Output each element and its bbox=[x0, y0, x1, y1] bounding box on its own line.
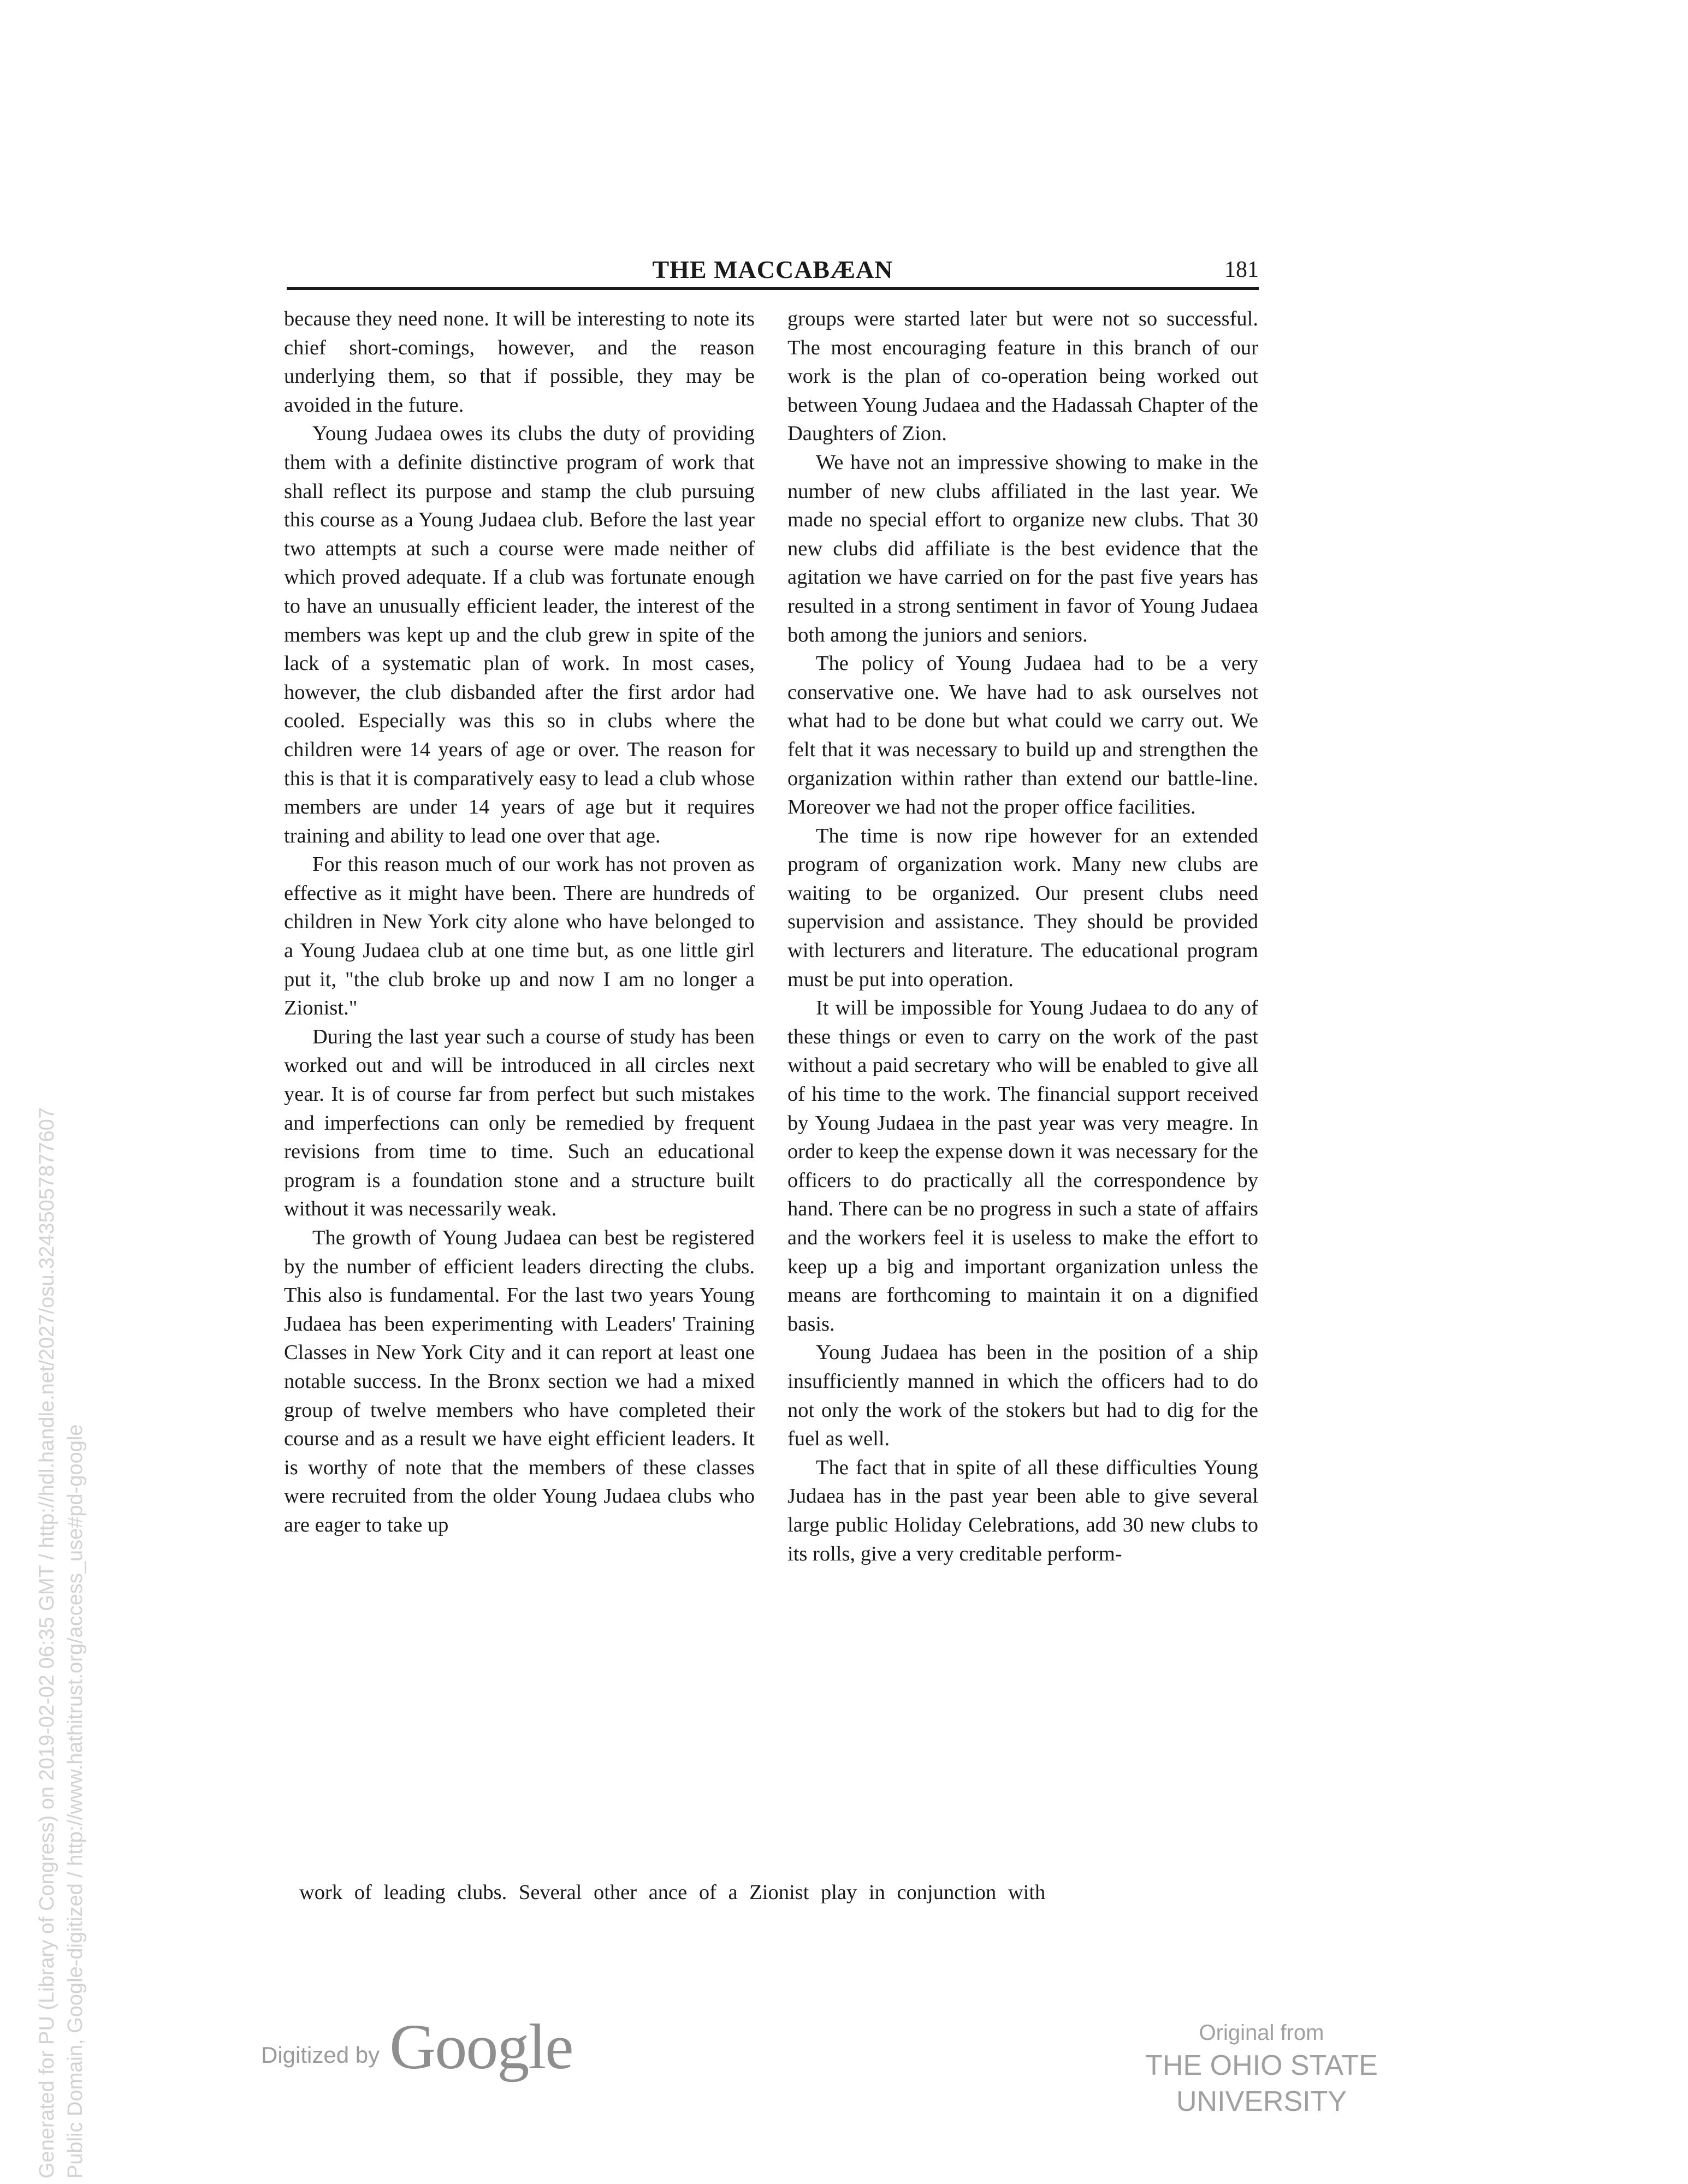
side-watermark bbox=[33, 322, 90, 2179]
paragraph: Young Judaea owes its clubs the duty of providing them with a definite distinctive program of work that shall reflect its purpose and stamp the club pursuing this course as a Young Judaea club. Before the last year two attempts at such a course were made neither of which proved adequate. If a club was fortunate enough to have an unusually efficient leader, the interest of the members was kept up and the club grew in spite of the lack of a systematic plan of work. In most cases, however, the club disbanded after the first ardor had cooled. Especially was this so in clubs where the children were 14 years of age or over. The reason for this is that it is comparatively easy to lead a club whose members are under 14 years of age but it requires training and ability to lead one over that age. bbox=[284, 422, 755, 847]
header-rule bbox=[287, 287, 1259, 290]
paragraph: During the last year such a course of study has been worked out and will be introduced in all circles next year. It is of course far from perfect but such mistakes and imperfections can only be remedied by frequent revisions from time to time. Such an educational program is a foundation stone and a structure built without it was necessarily weak. bbox=[284, 1025, 755, 1221]
paragraph: groups were started later but were not so successful. The most encouraging feature in this branch of our work is the plan of co-operation being worked out between Young Judaea and the Hadassah Chapter of the Daughters of Zion. bbox=[787, 307, 1258, 446]
paragraph: The time is now ripe however for an extended program of organization work. Many new clubs are waiting to be organized. Our present clubs need supervision and assistance. They should be provided with lecturers and literature. The educational program must be put into operation. bbox=[787, 824, 1258, 991]
misaligned-tail-line: work of leading clubs. Several other ance of a Zionist play in conjunction with bbox=[299, 1881, 1046, 1904]
google-logo: Google bbox=[389, 2011, 573, 2082]
watermark-line: Public Domain, Google-digitized / http://www.hathitrust.org/access_use#pd-google bbox=[64, 1424, 87, 2179]
page-number: 181 bbox=[1224, 257, 1259, 282]
paragraph: because they need none. It will be interesting to note its chief short-comings, however, and the reason underlying them, so that if possible, they may be avoided in the future. bbox=[284, 307, 755, 417]
watermark-line: Generated for PU (Library of Congress) on 2019-02-02 06:35 GMT / http://hdl.handle.net/2027/osu.32435057877607 bbox=[35, 1107, 58, 2179]
original-from-label: Original from bbox=[1199, 2021, 1324, 2045]
paragraph: The fact that in spite of all these difficulties Young Judaea has in the past year been able to give several large public Holiday Celebrations, add 30 new clubs to its rolls, give a very creditable perform- bbox=[787, 1456, 1258, 1565]
paragraph: The policy of Young Judaea had to be a very conservative one. We have had to ask ourselves not what had to be done but what could we carry out. We felt that it was necessary to build up and strengthen the organization within rather than extend our battle-line. Moreover we had not the proper office facilities. bbox=[787, 652, 1258, 819]
digitized-label: Digitized by bbox=[261, 2042, 380, 2068]
journal-title: THE MACCABÆAN bbox=[652, 256, 893, 283]
paragraph: We have not an impressive showing to make in the number of new clubs affiliated in the last year. We made no special effort to organize new clubs. That 30 new clubs did affiliate is the best evidence that the agitation we have carried on for the past five years has resulted in a strong sentiment in favor of Young Judaea both among the juniors and seniors. bbox=[787, 450, 1258, 646]
paragraph: Young Judaea has been in the position of a ship insufficiently manned in which the officers had to do not only the work of the stokers but had to dig for the fuel as well. bbox=[787, 1341, 1258, 1451]
institution-name: THE OHIO STATE UNIVERSITY bbox=[1145, 2050, 1378, 2117]
paragraph: For this reason much of our work has not proven as effective as it might have been. There are hundreds of children in New York city alone who have belonged to a Young Judaea club at one time but, as one little girl put it, "the club broke up and now I am no longer a Zionist." bbox=[284, 853, 755, 1020]
left-column bbox=[284, 305, 755, 1540]
right-column bbox=[787, 305, 1258, 1568]
running-header bbox=[287, 253, 1259, 286]
paragraph: It will be impossible for Young Judaea to do any of these things or even to carry on the work of the past without a paid secretary who will be enabled to give all of his time to the work. The financial support received by Young Judaea in the past year was very meagre. In order to keep the expense down it was necessary for the officers to do practically all the correspondence by hand. There can be no progress in such a state of affairs and the workers feel it is useless to make the effort to keep up a big and important organization unless the means are forthcoming to maintain it on a dignified basis. bbox=[787, 996, 1258, 1336]
paragraph: The growth of Young Judaea can best be registered by the number of efficient leaders directing the clubs. This also is fundamental. For the last two years Young Judaea has been experimenting with Leaders' Training Classes in New York City and it can report at least one notable success. In the Bronx section we had a mixed group of twelve members who have completed their course and as a result we have eight efficient leaders. It is worthy of note that the members of these classes were recruited from the older Young Judaea clubs who are eager to take up bbox=[284, 1226, 755, 1536]
original-from-stamp bbox=[1070, 2018, 1453, 2120]
digitized-by-stamp bbox=[261, 2008, 573, 2082]
